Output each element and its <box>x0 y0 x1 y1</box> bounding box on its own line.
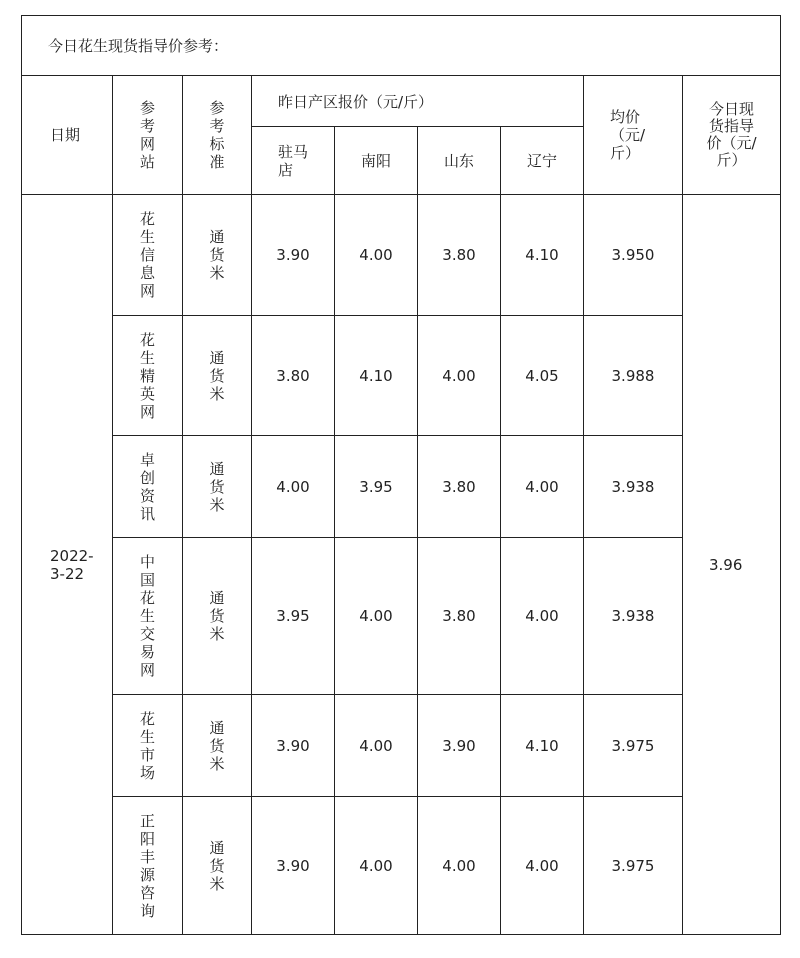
standard-cell: 通货米 <box>183 195 252 316</box>
price-cell: 4.00 <box>335 538 418 695</box>
site-cell: 花生信息网 <box>113 195 183 316</box>
price-cell: 3.90 <box>252 797 335 935</box>
standard-cell: 通货米 <box>183 316 252 436</box>
header-region: 驻马店 <box>252 127 335 195</box>
header-region-group: 昨日产区报价（元/斤） <box>252 76 584 127</box>
table-row <box>22 316 781 436</box>
table-row <box>22 195 781 316</box>
price-cell: 4.00 <box>335 195 418 316</box>
header-region: 南阳 <box>335 127 418 195</box>
header-date: 日期 <box>22 76 113 195</box>
average-cell: 3.975 <box>584 695 683 797</box>
header-standard: 参考标准 <box>183 76 252 195</box>
price-cell: 4.00 <box>501 797 584 935</box>
site-cell: 正阳丰源咨询 <box>113 797 183 935</box>
guide-price-cell: 3.96 <box>683 195 781 935</box>
standard-cell: 通货米 <box>183 538 252 695</box>
average-cell: 3.938 <box>584 538 683 695</box>
price-cell: 4.00 <box>252 436 335 538</box>
average-cell: 3.950 <box>584 195 683 316</box>
price-cell: 4.10 <box>501 195 584 316</box>
price-cell: 3.95 <box>335 436 418 538</box>
price-cell: 3.80 <box>418 195 501 316</box>
standard-cell: 通货米 <box>183 436 252 538</box>
price-cell: 4.10 <box>335 316 418 436</box>
average-cell: 3.975 <box>584 797 683 935</box>
header-site: 参考网站 <box>113 76 183 195</box>
table-row <box>22 538 781 695</box>
price-cell: 3.80 <box>418 538 501 695</box>
price-cell: 4.00 <box>335 797 418 935</box>
site-cell: 花生市场 <box>113 695 183 797</box>
price-cell: 4.00 <box>418 316 501 436</box>
price-cell: 3.80 <box>252 316 335 436</box>
standard-cell: 通货米 <box>183 695 252 797</box>
header-region: 山东 <box>418 127 501 195</box>
standard-cell: 通货米 <box>183 797 252 935</box>
average-cell: 3.938 <box>584 436 683 538</box>
price-cell: 4.00 <box>501 538 584 695</box>
header-guide: 今日现货指导价（元/斤） <box>683 76 781 195</box>
price-table <box>21 15 781 935</box>
table-row <box>22 695 781 797</box>
price-cell: 4.00 <box>335 695 418 797</box>
site-cell: 花生精英网 <box>113 316 183 436</box>
site-cell: 中国花生交易网 <box>113 538 183 695</box>
header-region: 辽宁 <box>501 127 584 195</box>
table-title: 今日花生现货指导价参考： <box>22 16 781 76</box>
price-cell: 4.10 <box>501 695 584 797</box>
table-row <box>22 436 781 538</box>
date-cell: 2022-3-22 <box>22 195 113 935</box>
price-cell: 4.05 <box>501 316 584 436</box>
site-cell: 卓创资讯 <box>113 436 183 538</box>
price-cell: 3.90 <box>418 695 501 797</box>
average-cell: 3.988 <box>584 316 683 436</box>
header-average: 均价（元/斤） <box>584 76 683 195</box>
table-row <box>22 797 781 935</box>
price-cell: 3.80 <box>418 436 501 538</box>
price-cell: 4.00 <box>418 797 501 935</box>
price-cell: 3.95 <box>252 538 335 695</box>
price-cell: 3.90 <box>252 195 335 316</box>
price-cell: 4.00 <box>501 436 584 538</box>
price-cell: 3.90 <box>252 695 335 797</box>
